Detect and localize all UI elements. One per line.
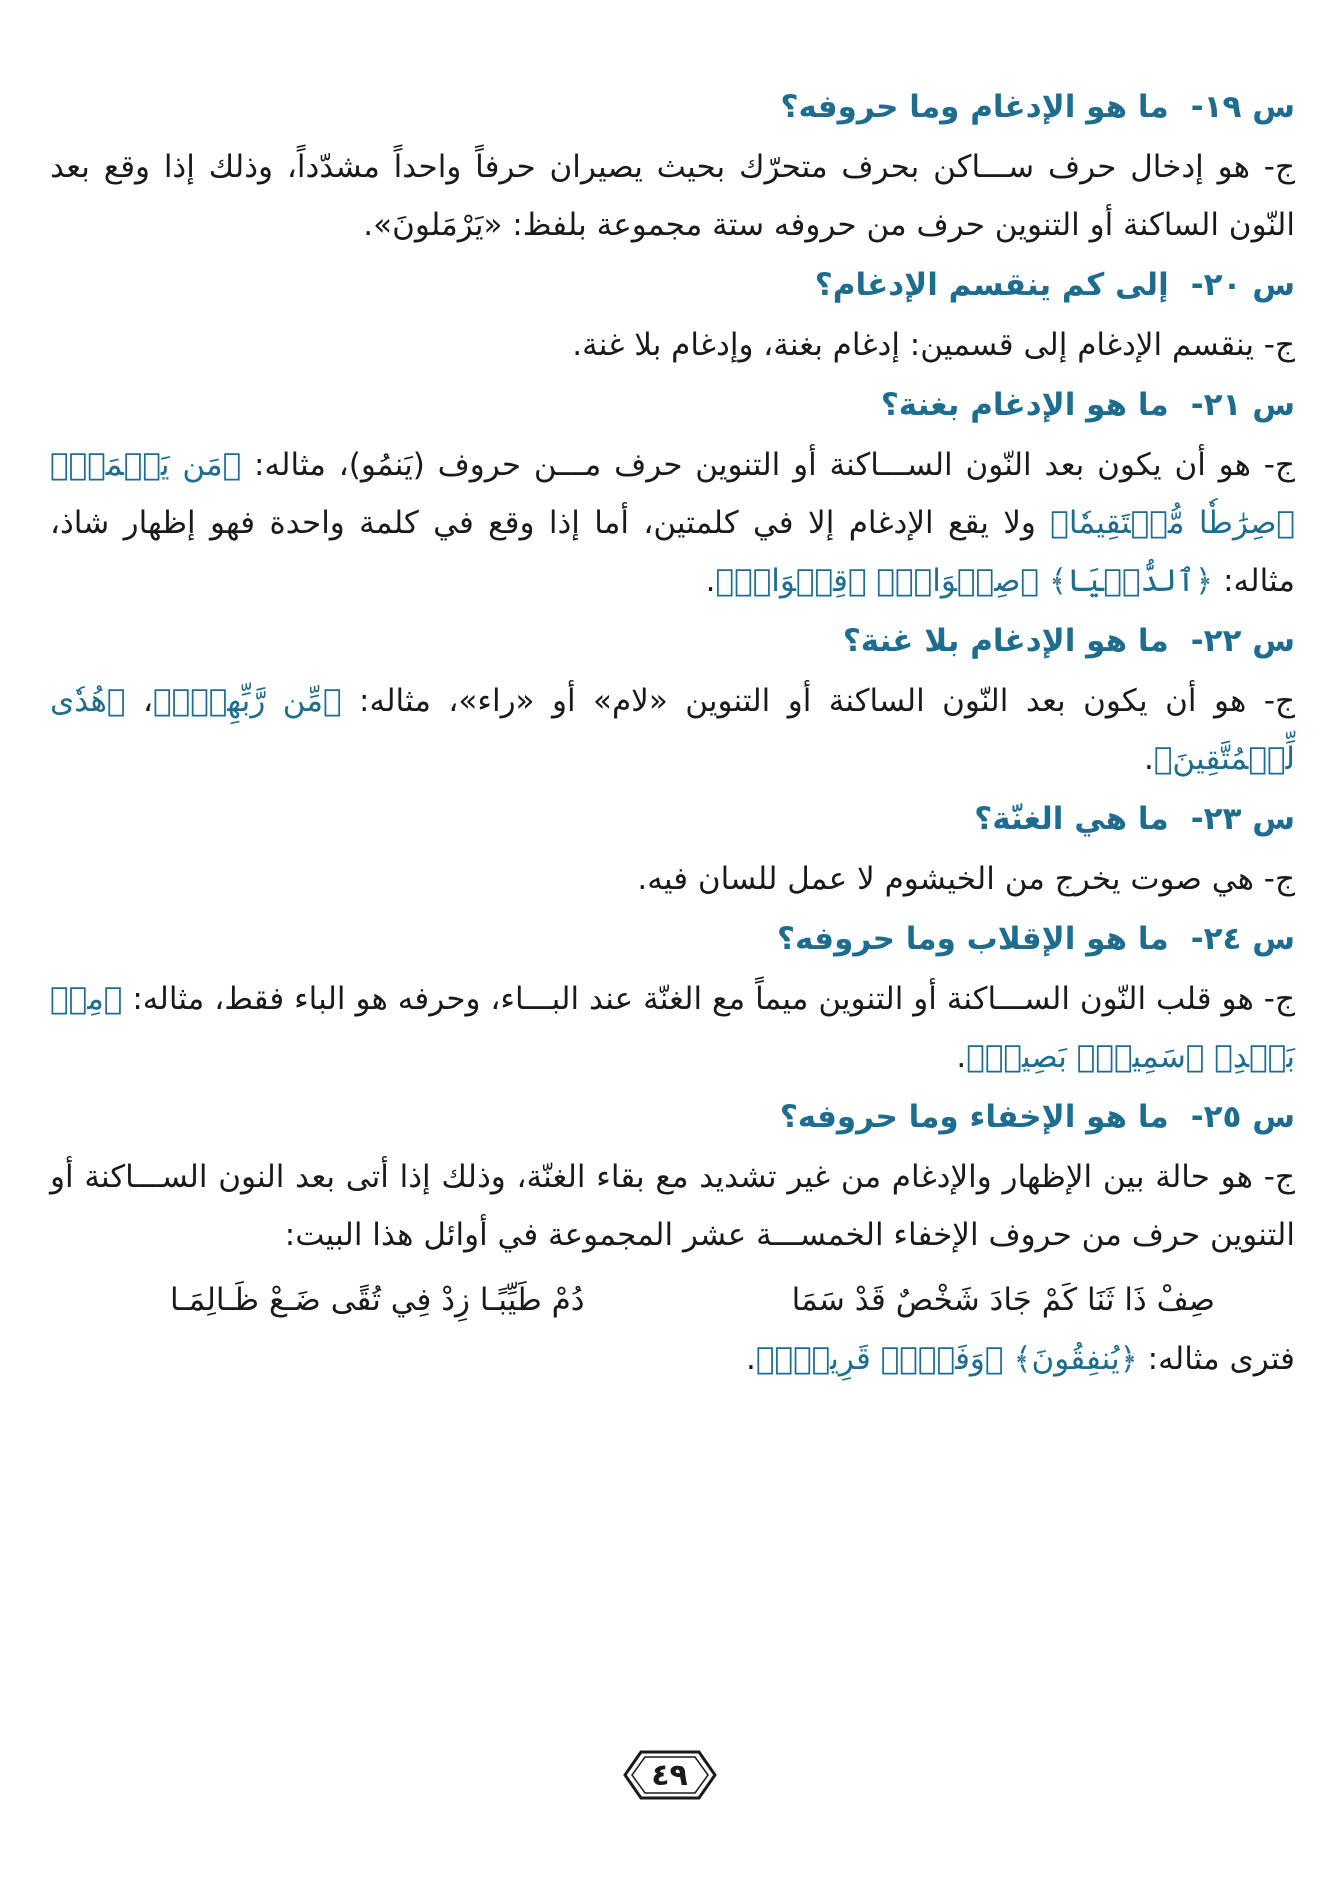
answer-paragraph (50, 316, 1295, 374)
question-text: ما هو الإدغام وما حروفه؟ (780, 89, 1169, 125)
answer-text: . (1143, 741, 1154, 777)
question-text: ما هو الإقلاب وما حروفه؟ (776, 921, 1169, 957)
question-heading (50, 380, 1295, 430)
question-number: س ٢٣- (1190, 801, 1295, 837)
question-heading (50, 914, 1295, 964)
question-number: س ٢٢- (1190, 623, 1295, 659)
poem-first-hemistich: صِفْ ذَا ثَنَا كَمْ جَادَ شَخْصٌ قَدْ سَمَا (791, 1282, 1215, 1318)
quran-verse: ﴿سَمِيعُۢ بَصِيرٞ﴾ (966, 1039, 1205, 1075)
answer-text: ولا يقع الإدغام إلا في كلمتين، أما إذا وقع في كلمة واحدة فهو إظهار شاذ، مثاله: (50, 505, 1295, 599)
answer-text: ج- هو أن يكون بعد النّون الســـاكنة أو التنوين حرف مـــن حروف (يَنمُو)، مثاله: (241, 447, 1295, 483)
answer-text (1204, 1039, 1214, 1075)
answer-paragraph (50, 138, 1295, 254)
page-number-badge (623, 1748, 717, 1802)
question-text: ما هو الإدغام بغنة؟ (880, 387, 1169, 423)
quran-verse: ﴿هُدٗى لِّلۡمُتَّقِينَ﴾ (50, 683, 1295, 777)
poem-verse (50, 1270, 1295, 1330)
question-heading (50, 260, 1295, 310)
answer-text: ج- هو حالة بين الإظهار والإدغام من غير تشديد مع بقاء الغنّة، وذلك إذا أتى بعد النون الســـاكنة أو التنوين حرف من حروف الإخفاء الخمســـة عشر المجموعة في أوائل هذا البيت: (50, 1159, 1295, 1253)
question-number: س ٢١- (1190, 387, 1295, 423)
quran-verse: ﴿مِنۢ بَعۡدِ﴾ (50, 981, 1295, 1075)
question-heading (50, 794, 1295, 844)
answer-text: . (956, 1039, 967, 1075)
quran-verse: ﴿ٱلدُّنۡيَا﴾ (1048, 563, 1214, 599)
question-heading (50, 616, 1295, 666)
answer-text (1039, 563, 1049, 599)
page-number: ٤٩ (651, 1757, 688, 1793)
quran-verse: ﴿يُنفِقُونَ﴾ (1013, 1341, 1138, 1377)
quran-verse: ﴿صِنۡوَانٖ﴾ (876, 563, 1039, 599)
answer-text: ج- هي صوت يخرج من الخيشوم لا عمل للسان فيه. (637, 861, 1295, 897)
answer-text: ج- هو إدخال حرف ســـاكن بحرف متحرّك بحيث يصيران حرفاً واحداً مشدّداً، وذلك إذا وقع بعد النّون الساكنة أو التنوين حرف من حروفه ستة مجموعة بلفظ: «يَرْمَلونَ». (50, 149, 1295, 243)
answer-text (1004, 1341, 1014, 1377)
question-text: إلى كم ينقسم الإدغام؟ (814, 267, 1169, 303)
answer-text: ج- هو قلب النّون الســـاكنة أو التنوين ميماً مع الغنّة عند البـــاء، وحرفه هو الباء فقط، مثاله: (122, 981, 1295, 1017)
answer-text: فترى مثاله: (1137, 1341, 1295, 1377)
question-number: س ٢٤- (1190, 921, 1295, 957)
answer-paragraph (50, 672, 1295, 788)
answer-text: ج- هو أن يكون بعد النّون الساكنة أو التنوين «لام» أو «راء»، مثاله: (341, 683, 1296, 719)
question-text: ما هي الغنّة؟ (974, 801, 1169, 837)
example-paragraph (50, 1330, 1295, 1388)
answer-text: ج- ينقسم الإدغام إلى قسمين: إدغام بغنة، وإدغام بلا غنة. (572, 327, 1295, 363)
quran-verse: ﴿مِّن رَّبِّهِمۡۖ﴾ (152, 683, 342, 719)
page-content (50, 78, 1295, 1394)
answer-text: . (705, 563, 716, 599)
question-text: ما هو الإخفاء وما حروفه؟ (779, 1099, 1169, 1135)
answer-paragraph (50, 970, 1295, 1086)
poem-second-hemistich: دُمْ طَيِّبًـا زِدْ فِي تُقًى ضَـعْ ظَـالِمَـا (170, 1282, 585, 1318)
question-heading (50, 1092, 1295, 1142)
answer-paragraph (50, 436, 1295, 610)
question-heading (50, 82, 1295, 132)
quran-verse: ﴿قِنۡوَانٞ﴾ (715, 563, 867, 599)
quran-verse: ﴿صِرَٰطٗا مُّسۡتَقِيمٗا﴾ (1050, 505, 1295, 541)
answer-paragraph (50, 1148, 1295, 1264)
quran-verse: ﴿مَن يَعۡمَلۡ﴾ (50, 447, 242, 483)
answer-text: ، (125, 683, 153, 719)
question-number: س ٢٥- (1190, 1099, 1295, 1135)
quran-verse: ﴿وَفَتۡحٞ قَرِيبٞۗ﴾ (755, 1341, 1004, 1377)
answer-paragraph (50, 850, 1295, 908)
answer-text: . (746, 1341, 756, 1377)
question-text: ما هو الإدغام بلا غنة؟ (842, 623, 1169, 659)
answer-text (867, 563, 877, 599)
question-number: س ٢٠- (1190, 267, 1295, 303)
question-number: س ١٩- (1190, 89, 1295, 125)
